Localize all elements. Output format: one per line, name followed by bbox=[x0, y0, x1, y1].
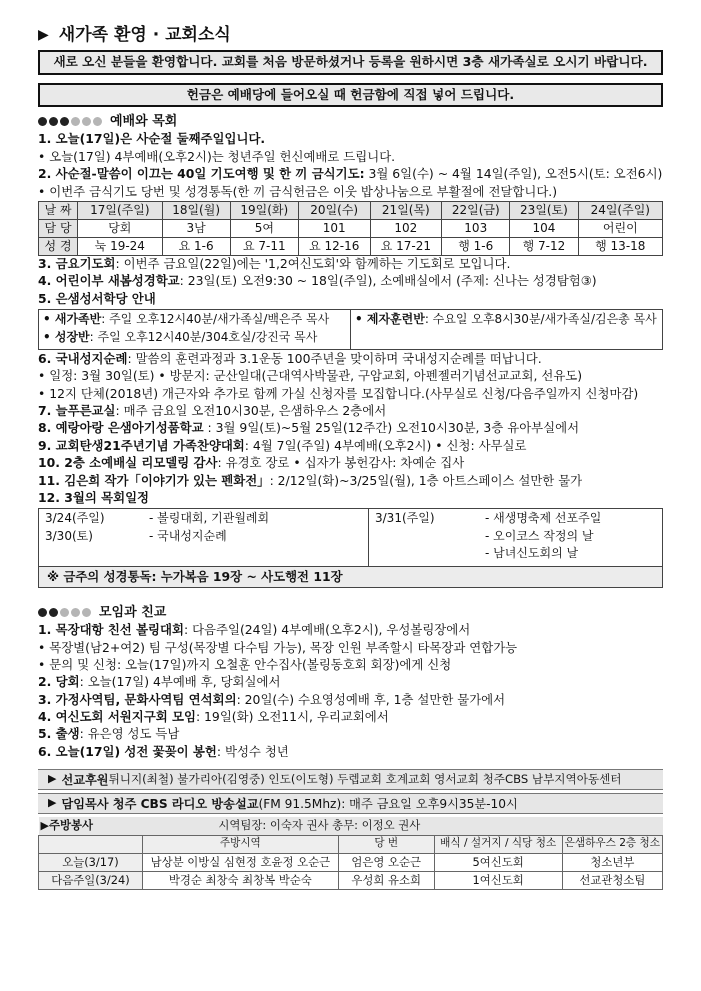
triangle-icon: ▶ bbox=[48, 796, 57, 810]
section-fellowship-title: 모임과 친교 bbox=[38, 604, 663, 621]
table-row: 주방시역 당 번 배식 / 설거지 / 식당 청소 은샘하우스 2층 청소 bbox=[39, 835, 663, 853]
item-12: 12. 3월의 목회일정 bbox=[38, 490, 150, 506]
radio-sermon-bar: ▶ 담임목사 청주 CBS 라디오 방송설교 (FM 91.5Mhz): 매주 금요일 오후9시35분-10시 bbox=[38, 793, 663, 814]
item-6: 6. 국내성지순례: 말씀의 훈련과정과 3.1운동 100주년을 맞이하며 국내성지순례를 떠납니다. bbox=[38, 350, 542, 366]
item-1: 1. 오늘(17일)은 사순절 둘째주일입니다. bbox=[38, 131, 266, 147]
item-4: 4. 어린이부 새봄성경학교: 23일(토) 오전9:30 ~ 18일(주일), 소예배실에서 (주제: 신나는 성경탐험③) bbox=[38, 273, 597, 289]
fellowship-item-1-sub-2: • 문의 및 신청: 오늘(17일)까지 오철훈 안수집사(볼링동호회 회장)에게 신청 bbox=[38, 656, 452, 672]
class-discipleship: • 제자훈련반: 수요일 오후8시30분/새가족실/김은총 목사 bbox=[355, 312, 657, 327]
class-growth: • 성장반: 주일 오후12시40분/304호실/강진국 목사 bbox=[43, 329, 318, 344]
calendar-date: 3/31(주일) bbox=[375, 511, 435, 526]
table-row: 오늘(3/17) 남상분 이방실 심현정 호윤정 오순근 엄은영 오순근 5여신도회 청소년부 bbox=[39, 853, 663, 871]
table-row: ▶주방봉사 시역팀장: 이숙자 권사 총무: 이정오 권사 bbox=[39, 817, 663, 835]
triangle-icon: ▶ bbox=[40, 819, 49, 833]
item-11: 11. 김은희 작가「이야기가 있는 펜화전」: 2/12일(화)~3/25일(월), 1층 아트스페이스 설만한 물가 bbox=[38, 472, 583, 488]
fasting-schedule-table bbox=[38, 201, 663, 256]
calendar-event: - 새생명축제 선포주일 bbox=[485, 511, 602, 526]
item-6-sub-2: • 12지 단체(2018년) 개근자와 추가로 함께 가실 신청자를 모집합니다.(사무실로 신청/다음주일까지 신청마감) bbox=[38, 385, 639, 401]
item-8: 8. 예랑아랑 은샘아기성품학교 : 3월 9일(토)~5월 25일(12주간) 오전10시30분, 3층 유아부실에서 bbox=[38, 420, 580, 436]
fellowship-item-6: 6. 오늘(17일) 성전 꽃꽂이 봉헌: 박성수 청년 bbox=[38, 743, 289, 759]
item-2-sub: • 이번주 금식기도 당번 및 성경통독(한 끼 금식헌금은 이웃 밥상나눔으로 부활절에 전달합니다.) bbox=[38, 183, 558, 199]
bible-reading-note: ※ 금주의 성경통독: 누가복음 19장 ~ 사도행전 11장 bbox=[39, 566, 662, 587]
triangle-icon: ▶ bbox=[48, 772, 57, 786]
item-1-sub: • 오늘(17일) 4부예배(오후2시)는 청년주일 헌신예배로 드립니다. bbox=[38, 148, 396, 164]
monthly-calendar-box bbox=[38, 508, 663, 588]
class-newcomer: • 새가족반: 주일 오후12시40분/새가족실/백은주 목사 bbox=[43, 312, 330, 327]
bullet-dots-icon bbox=[38, 608, 93, 617]
table-row: 성 경 눅 19-24 요 1-6 요 7-11 요 12-16 요 17-21 행 1-6 행 7-12 행 13-18 bbox=[39, 237, 663, 255]
table-row: 날 짜 17일(주일) 18일(월) 19일(화) 20일(수) 21일(목) 22일(금) 23일(토) 24일(주일) bbox=[39, 201, 663, 219]
calendar-event: - 남녀신도회의 날 bbox=[485, 546, 579, 561]
item-5: 5. 은샘성서학당 안내 bbox=[38, 290, 156, 306]
item-9: 9. 교회탄생21주년기념 가족찬양대회: 4월 7일(주일) 4부예배(오후2시) • 신청: 사무실로 bbox=[38, 437, 527, 453]
calendar-entry: 3/24(주일) - 볼링대회, 기관월례회 bbox=[45, 511, 270, 526]
calendar-event: - 오이코스 작정의 날 bbox=[485, 528, 594, 543]
mission-support-bar: ▶ 선교후원 튀니지(최철) 불가리아(김영중) 인도(이도형) 두렙교회 호계교회 영서교회 청주CBS 남부지역아동센터 bbox=[38, 769, 663, 790]
item-2: 2. 사순절-말씀이 이끄는 40일 기도여행 및 한 끼 금식기도: 3월 6일(수) ~ 4월 14일(주일), 오전5시(토: 오전6시) bbox=[38, 166, 663, 182]
fellowship-item-1-sub-1: • 목장별(남2+여2) 팀 구성(목장별 다수팀 가능), 목장 인원 부족할시 타목장과 연합가능 bbox=[38, 639, 518, 655]
fellowship-item-4: 4. 여신도회 서원지구회 모임: 19일(화) 오전11시, 우리교회에서 bbox=[38, 709, 389, 725]
item-6-sub-1: • 일정: 3월 30일(토) • 방문지: 군산일대(근대역사박물관, 구암교회, 아펜젤러기념선교교회, 선유도) bbox=[38, 368, 583, 384]
calendar-entry: 3/30(토) - 국내성지순례 bbox=[45, 528, 227, 543]
table-row: 다음주일(3/24) 박경순 최창숙 최창복 박순숙 우성희 유소희 1여신도회 선교관청소팀 bbox=[39, 871, 663, 889]
bullet-dots-icon bbox=[38, 117, 104, 126]
fellowship-item-2: 2. 당회: 오늘(17일) 4부예배 후, 당회실에서 bbox=[38, 674, 281, 690]
kitchen-duty-table bbox=[38, 817, 663, 890]
fellowship-item-1: 1. 목장대항 친선 볼링대회: 다음주일(24일) 4부예배(오후2시), 우성볼링장에서 bbox=[38, 622, 471, 638]
offering-box: 헌금은 예배당에 들어오실 때 헌금함에 직접 넣어 드립니다. bbox=[38, 83, 663, 108]
welcome-box: 새로 오신 분들을 환영합니다. 교회를 처음 방문하셨거나 등록을 원하시면 3층 새가족실로 오시기 바랍니다. bbox=[38, 50, 663, 75]
page-header bbox=[38, 24, 663, 46]
duty-leaders: 시역팀장: 이숙자 권사 총무: 이정오 권사 bbox=[142, 817, 662, 835]
fellowship-item-5: 5. 출생: 유은영 성도 득남 bbox=[38, 726, 180, 742]
table-row: 담 당 당회 3남 5여 101 102 103 104 어린이 bbox=[39, 219, 663, 237]
item-10: 10. 2층 소예배실 리모델링 감사: 유경호 장로 • 십자가 봉헌감사: 차예순 집사 bbox=[38, 455, 465, 471]
fellowship-item-3: 3. 가정사역팀, 문화사역팀 연석회의: 20일(수) 수요영성예배 후, 1층 설만한 물가에서 bbox=[38, 691, 506, 707]
triangle-icon: ▶ bbox=[38, 26, 49, 43]
item-7: 7. 늘푸른교실: 매주 금요일 오전10시30분, 은샘하우스 2층에서 bbox=[38, 403, 387, 419]
section-worship-title: 예배와 목회 bbox=[38, 113, 663, 130]
item-3: 3. 금요기도회: 이번주 금요일(22일)에는 '1,2여신도회'와 함께하는 기도회로 모입니다. bbox=[38, 255, 511, 271]
page-title: 새가족 환영 · 교회소식 bbox=[58, 24, 231, 45]
chapel-classes-box bbox=[38, 309, 663, 350]
